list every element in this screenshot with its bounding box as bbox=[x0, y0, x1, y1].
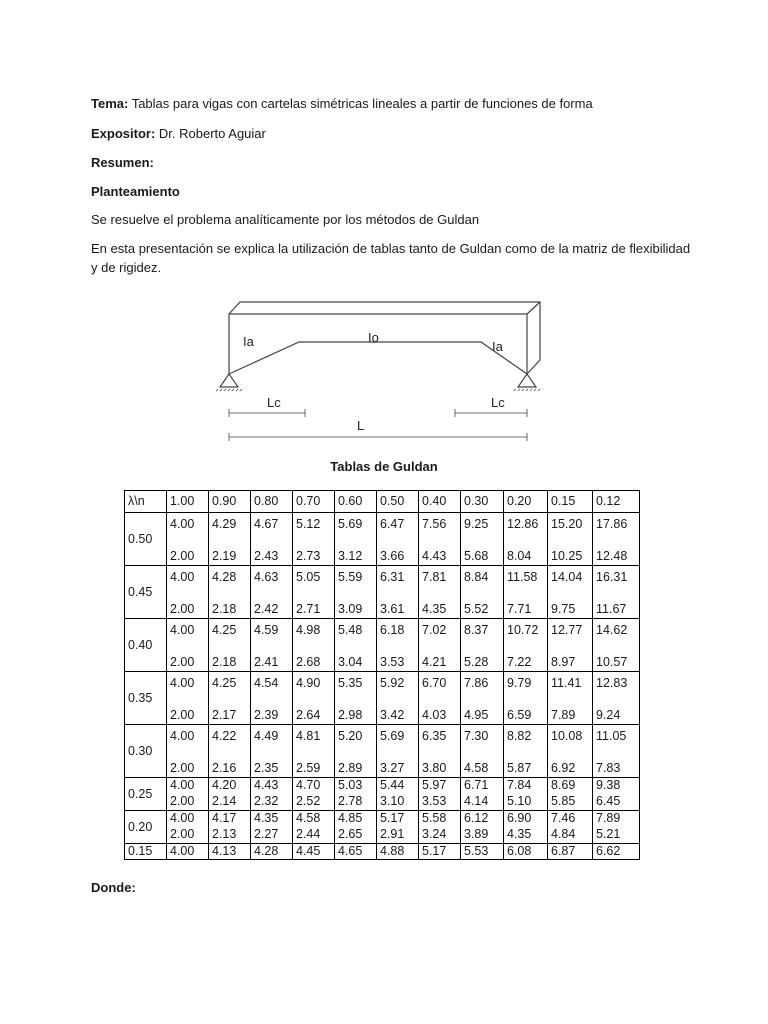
value-cell: 2.13 bbox=[209, 826, 251, 844]
value-cell: 10.08 bbox=[548, 725, 593, 761]
value-cell: 8.69 bbox=[548, 778, 593, 794]
value-cell: 7.71 bbox=[504, 601, 548, 619]
value-cell: 4.14 bbox=[461, 793, 504, 811]
resumen-heading: Resumen: bbox=[91, 155, 154, 170]
table-caption: Tablas de Guldan bbox=[330, 459, 438, 474]
value-cell: 2.16 bbox=[209, 760, 251, 778]
value-cell: 3.10 bbox=[377, 793, 419, 811]
value-cell: 4.28 bbox=[209, 566, 251, 602]
paragraph-1: Se resuelve el problema analíticamente por los métodos de Guldan bbox=[91, 212, 480, 227]
label-ia-right: Ia bbox=[492, 339, 503, 354]
table-row bbox=[125, 725, 640, 761]
value-cell: 2.43 bbox=[251, 548, 293, 566]
header-n-value: 0.80 bbox=[251, 491, 293, 513]
tema-line bbox=[91, 94, 711, 113]
header-n-value: 0.70 bbox=[293, 491, 335, 513]
value-cell: 2.35 bbox=[251, 760, 293, 778]
value-cell: 2.59 bbox=[293, 760, 335, 778]
value-cell: 6.62 bbox=[593, 844, 640, 860]
value-cell: 11.67 bbox=[593, 601, 640, 619]
value-cell: 4.35 bbox=[419, 601, 461, 619]
value-cell: 3.61 bbox=[377, 601, 419, 619]
value-cell: 5.03 bbox=[335, 778, 377, 794]
table-row bbox=[125, 601, 640, 619]
value-cell: 11.58 bbox=[504, 566, 548, 602]
value-cell: 2.18 bbox=[209, 601, 251, 619]
value-cell: 2.00 bbox=[167, 707, 209, 725]
paragraph-2a: En esta presentación se explica la utilización de tablas tanto de Guldan como de la matriz de flexibilidad bbox=[91, 241, 691, 256]
value-cell: 2.32 bbox=[251, 793, 293, 811]
value-cell: 4.25 bbox=[209, 619, 251, 655]
table-row bbox=[125, 672, 640, 708]
value-cell: 5.17 bbox=[419, 844, 461, 860]
value-cell: 3.24 bbox=[419, 826, 461, 844]
value-cell: 5.59 bbox=[335, 566, 377, 602]
value-cell: 2.00 bbox=[167, 548, 209, 566]
value-cell: 4.00 bbox=[167, 513, 209, 549]
value-cell: 5.10 bbox=[504, 793, 548, 811]
value-cell: 7.89 bbox=[548, 707, 593, 725]
value-cell: 2.44 bbox=[293, 826, 335, 844]
value-cell: 6.35 bbox=[419, 725, 461, 761]
lambda-cell: 0.45 bbox=[125, 566, 167, 619]
value-cell: 7.46 bbox=[548, 811, 593, 827]
value-cell: 4.00 bbox=[167, 619, 209, 655]
value-cell: 12.77 bbox=[548, 619, 593, 655]
value-cell: 4.45 bbox=[293, 844, 335, 860]
value-cell: 3.04 bbox=[335, 654, 377, 672]
header-n-value: 0.40 bbox=[419, 491, 461, 513]
value-cell: 4.81 bbox=[293, 725, 335, 761]
value-cell: 6.12 bbox=[461, 811, 504, 827]
table-row bbox=[125, 778, 640, 794]
value-cell: 6.18 bbox=[377, 619, 419, 655]
value-cell: 9.38 bbox=[593, 778, 640, 794]
header-lambda-n: λ\n bbox=[125, 491, 167, 513]
lambda-cell: 0.15 bbox=[125, 844, 167, 860]
value-cell: 4.35 bbox=[504, 826, 548, 844]
value-cell: 4.35 bbox=[251, 811, 293, 827]
value-cell: 4.58 bbox=[293, 811, 335, 827]
value-cell: 4.00 bbox=[167, 725, 209, 761]
value-cell: 6.47 bbox=[377, 513, 419, 549]
value-cell: 4.70 bbox=[293, 778, 335, 794]
value-cell: 5.97 bbox=[419, 778, 461, 794]
value-cell: 2.52 bbox=[293, 793, 335, 811]
value-cell: 9.24 bbox=[593, 707, 640, 725]
value-cell: 2.89 bbox=[335, 760, 377, 778]
value-cell: 8.82 bbox=[504, 725, 548, 761]
value-cell: 12.83 bbox=[593, 672, 640, 708]
value-cell: 4.95 bbox=[461, 707, 504, 725]
label-io: Io bbox=[368, 330, 379, 345]
value-cell: 15.20 bbox=[548, 513, 593, 549]
table-row bbox=[125, 566, 640, 602]
left-ground-hatch bbox=[216, 389, 242, 391]
right-ground-hatch bbox=[514, 389, 540, 391]
value-cell: 7.56 bbox=[419, 513, 461, 549]
value-cell: 2.39 bbox=[251, 707, 293, 725]
value-cell: 11.05 bbox=[593, 725, 640, 761]
value-cell: 3.89 bbox=[461, 826, 504, 844]
value-cell: 6.71 bbox=[461, 778, 504, 794]
value-cell: 7.86 bbox=[461, 672, 504, 708]
donde-label: Donde: bbox=[91, 880, 136, 895]
table-row bbox=[125, 513, 640, 549]
expositor-text: Dr. Roberto Aguiar bbox=[155, 126, 266, 141]
value-cell: 5.53 bbox=[461, 844, 504, 860]
right-lc-dimension bbox=[455, 409, 527, 417]
value-cell: 12.48 bbox=[593, 548, 640, 566]
value-cell: 7.83 bbox=[593, 760, 640, 778]
value-cell: 2.18 bbox=[209, 654, 251, 672]
value-cell: 5.12 bbox=[293, 513, 335, 549]
header-n-value: 1.00 bbox=[167, 491, 209, 513]
value-cell: 4.22 bbox=[209, 725, 251, 761]
value-cell: 6.31 bbox=[377, 566, 419, 602]
value-cell: 8.37 bbox=[461, 619, 504, 655]
value-cell: 3.12 bbox=[335, 548, 377, 566]
header-n-value: 0.90 bbox=[209, 491, 251, 513]
value-cell: 5.17 bbox=[377, 811, 419, 827]
value-cell: 2.91 bbox=[377, 826, 419, 844]
value-cell: 2.19 bbox=[209, 548, 251, 566]
value-cell: 4.00 bbox=[167, 778, 209, 794]
label-lc-left: Lc bbox=[267, 395, 281, 410]
right-support-icon bbox=[518, 374, 536, 387]
value-cell: 4.63 bbox=[251, 566, 293, 602]
lambda-cell: 0.20 bbox=[125, 811, 167, 844]
value-cell: 2.17 bbox=[209, 707, 251, 725]
header-n-value: 0.12 bbox=[593, 491, 640, 513]
value-cell: 4.13 bbox=[209, 844, 251, 860]
value-cell: 5.28 bbox=[461, 654, 504, 672]
label-ia-left: Ia bbox=[243, 334, 254, 349]
value-cell: 14.04 bbox=[548, 566, 593, 602]
value-cell: 8.84 bbox=[461, 566, 504, 602]
tema-label: Tema: bbox=[91, 96, 129, 111]
value-cell: 2.00 bbox=[167, 760, 209, 778]
value-cell: 5.35 bbox=[335, 672, 377, 708]
value-cell: 4.00 bbox=[167, 811, 209, 827]
value-cell: 6.08 bbox=[504, 844, 548, 860]
value-cell: 5.87 bbox=[504, 760, 548, 778]
value-cell: 3.27 bbox=[377, 760, 419, 778]
left-support-icon bbox=[220, 374, 238, 387]
value-cell: 2.71 bbox=[293, 601, 335, 619]
tema-text: Tablas para vigas con cartelas simétricas lineales a partir de funciones de forma bbox=[128, 96, 593, 111]
value-cell: 4.88 bbox=[377, 844, 419, 860]
table-row bbox=[125, 826, 640, 844]
value-cell: 7.02 bbox=[419, 619, 461, 655]
table-row bbox=[125, 760, 640, 778]
table-row bbox=[125, 548, 640, 566]
value-cell: 4.59 bbox=[251, 619, 293, 655]
value-cell: 2.73 bbox=[293, 548, 335, 566]
value-cell: 3.66 bbox=[377, 548, 419, 566]
value-cell: 7.30 bbox=[461, 725, 504, 761]
value-cell: 16.31 bbox=[593, 566, 640, 602]
value-cell: 4.00 bbox=[167, 566, 209, 602]
label-lc-right: Lc bbox=[491, 395, 505, 410]
value-cell: 2.00 bbox=[167, 601, 209, 619]
value-cell: 2.41 bbox=[251, 654, 293, 672]
beam-depth-edges bbox=[229, 302, 540, 374]
expositor-label: Expositor: bbox=[91, 126, 156, 141]
value-cell: 2.68 bbox=[293, 654, 335, 672]
value-cell: 17.86 bbox=[593, 513, 640, 549]
table-row bbox=[125, 619, 640, 655]
value-cell: 5.20 bbox=[335, 725, 377, 761]
value-cell: 3.09 bbox=[335, 601, 377, 619]
table-row bbox=[125, 654, 640, 672]
value-cell: 4.58 bbox=[461, 760, 504, 778]
value-cell: 7.89 bbox=[593, 811, 640, 827]
value-cell: 9.25 bbox=[461, 513, 504, 549]
value-cell: 14.62 bbox=[593, 619, 640, 655]
value-cell: 4.85 bbox=[335, 811, 377, 827]
value-cell: 4.43 bbox=[419, 548, 461, 566]
value-cell: 2.00 bbox=[167, 793, 209, 811]
value-cell: 10.25 bbox=[548, 548, 593, 566]
value-cell: 3.53 bbox=[419, 793, 461, 811]
value-cell: 6.90 bbox=[504, 811, 548, 827]
value-cell: 11.41 bbox=[548, 672, 593, 708]
left-lc-dimension bbox=[229, 409, 305, 417]
value-cell: 2.78 bbox=[335, 793, 377, 811]
value-cell: 2.14 bbox=[209, 793, 251, 811]
value-cell: 4.65 bbox=[335, 844, 377, 860]
value-cell: 4.49 bbox=[251, 725, 293, 761]
value-cell: 4.43 bbox=[251, 778, 293, 794]
value-cell: 4.98 bbox=[293, 619, 335, 655]
planteamiento-heading: Planteamiento bbox=[91, 184, 180, 199]
value-cell: 2.27 bbox=[251, 826, 293, 844]
table-row bbox=[125, 844, 640, 860]
lambda-cell: 0.30 bbox=[125, 725, 167, 778]
value-cell: 5.48 bbox=[335, 619, 377, 655]
label-l: L bbox=[357, 418, 365, 433]
table-row bbox=[125, 707, 640, 725]
header-n-value: 0.15 bbox=[548, 491, 593, 513]
l-dimension bbox=[229, 433, 527, 441]
guldan-table bbox=[124, 490, 640, 860]
value-cell: 4.03 bbox=[419, 707, 461, 725]
value-cell: 4.28 bbox=[251, 844, 293, 860]
value-cell: 6.70 bbox=[419, 672, 461, 708]
header-n-value: 0.60 bbox=[335, 491, 377, 513]
value-cell: 5.85 bbox=[548, 793, 593, 811]
value-cell: 2.00 bbox=[167, 654, 209, 672]
value-cell: 5.44 bbox=[377, 778, 419, 794]
lambda-cell: 0.25 bbox=[125, 778, 167, 811]
value-cell: 4.54 bbox=[251, 672, 293, 708]
value-cell: 10.57 bbox=[593, 654, 640, 672]
value-cell: 4.90 bbox=[293, 672, 335, 708]
lambda-cell: 0.50 bbox=[125, 513, 167, 566]
value-cell: 2.65 bbox=[335, 826, 377, 844]
value-cell: 10.72 bbox=[504, 619, 548, 655]
value-cell: 7.22 bbox=[504, 654, 548, 672]
header-n-value: 0.50 bbox=[377, 491, 419, 513]
value-cell: 5.21 bbox=[593, 826, 640, 844]
value-cell: 6.92 bbox=[548, 760, 593, 778]
header-n-value: 0.30 bbox=[461, 491, 504, 513]
value-cell: 4.25 bbox=[209, 672, 251, 708]
haunched-beam-diagram bbox=[205, 292, 550, 442]
value-cell: 4.29 bbox=[209, 513, 251, 549]
value-cell: 5.92 bbox=[377, 672, 419, 708]
table-header-row bbox=[125, 491, 640, 513]
value-cell: 6.59 bbox=[504, 707, 548, 725]
value-cell: 4.00 bbox=[167, 672, 209, 708]
value-cell: 5.58 bbox=[419, 811, 461, 827]
value-cell: 2.98 bbox=[335, 707, 377, 725]
value-cell: 4.20 bbox=[209, 778, 251, 794]
value-cell: 9.79 bbox=[504, 672, 548, 708]
value-cell: 2.42 bbox=[251, 601, 293, 619]
value-cell: 5.69 bbox=[377, 725, 419, 761]
value-cell: 7.84 bbox=[504, 778, 548, 794]
value-cell: 6.45 bbox=[593, 793, 640, 811]
value-cell: 5.52 bbox=[461, 601, 504, 619]
value-cell: 3.53 bbox=[377, 654, 419, 672]
value-cell: 2.00 bbox=[167, 826, 209, 844]
value-cell: 3.80 bbox=[419, 760, 461, 778]
value-cell: 6.87 bbox=[548, 844, 593, 860]
value-cell: 8.04 bbox=[504, 548, 548, 566]
table-row bbox=[125, 811, 640, 827]
lambda-cell: 0.35 bbox=[125, 672, 167, 725]
value-cell: 4.21 bbox=[419, 654, 461, 672]
table-row bbox=[125, 793, 640, 811]
value-cell: 5.69 bbox=[335, 513, 377, 549]
paragraph-2b: y de rigidez. bbox=[91, 260, 162, 275]
value-cell: 7.81 bbox=[419, 566, 461, 602]
value-cell: 8.97 bbox=[548, 654, 593, 672]
value-cell: 2.64 bbox=[293, 707, 335, 725]
value-cell: 9.75 bbox=[548, 601, 593, 619]
value-cell: 12.86 bbox=[504, 513, 548, 549]
header-n-value: 0.20 bbox=[504, 491, 548, 513]
value-cell: 4.84 bbox=[548, 826, 593, 844]
lambda-cell: 0.40 bbox=[125, 619, 167, 672]
value-cell: 3.42 bbox=[377, 707, 419, 725]
expositor-line bbox=[91, 124, 711, 143]
value-cell: 4.17 bbox=[209, 811, 251, 827]
value-cell: 4.00 bbox=[167, 844, 209, 860]
value-cell: 4.67 bbox=[251, 513, 293, 549]
value-cell: 5.05 bbox=[293, 566, 335, 602]
value-cell: 5.68 bbox=[461, 548, 504, 566]
